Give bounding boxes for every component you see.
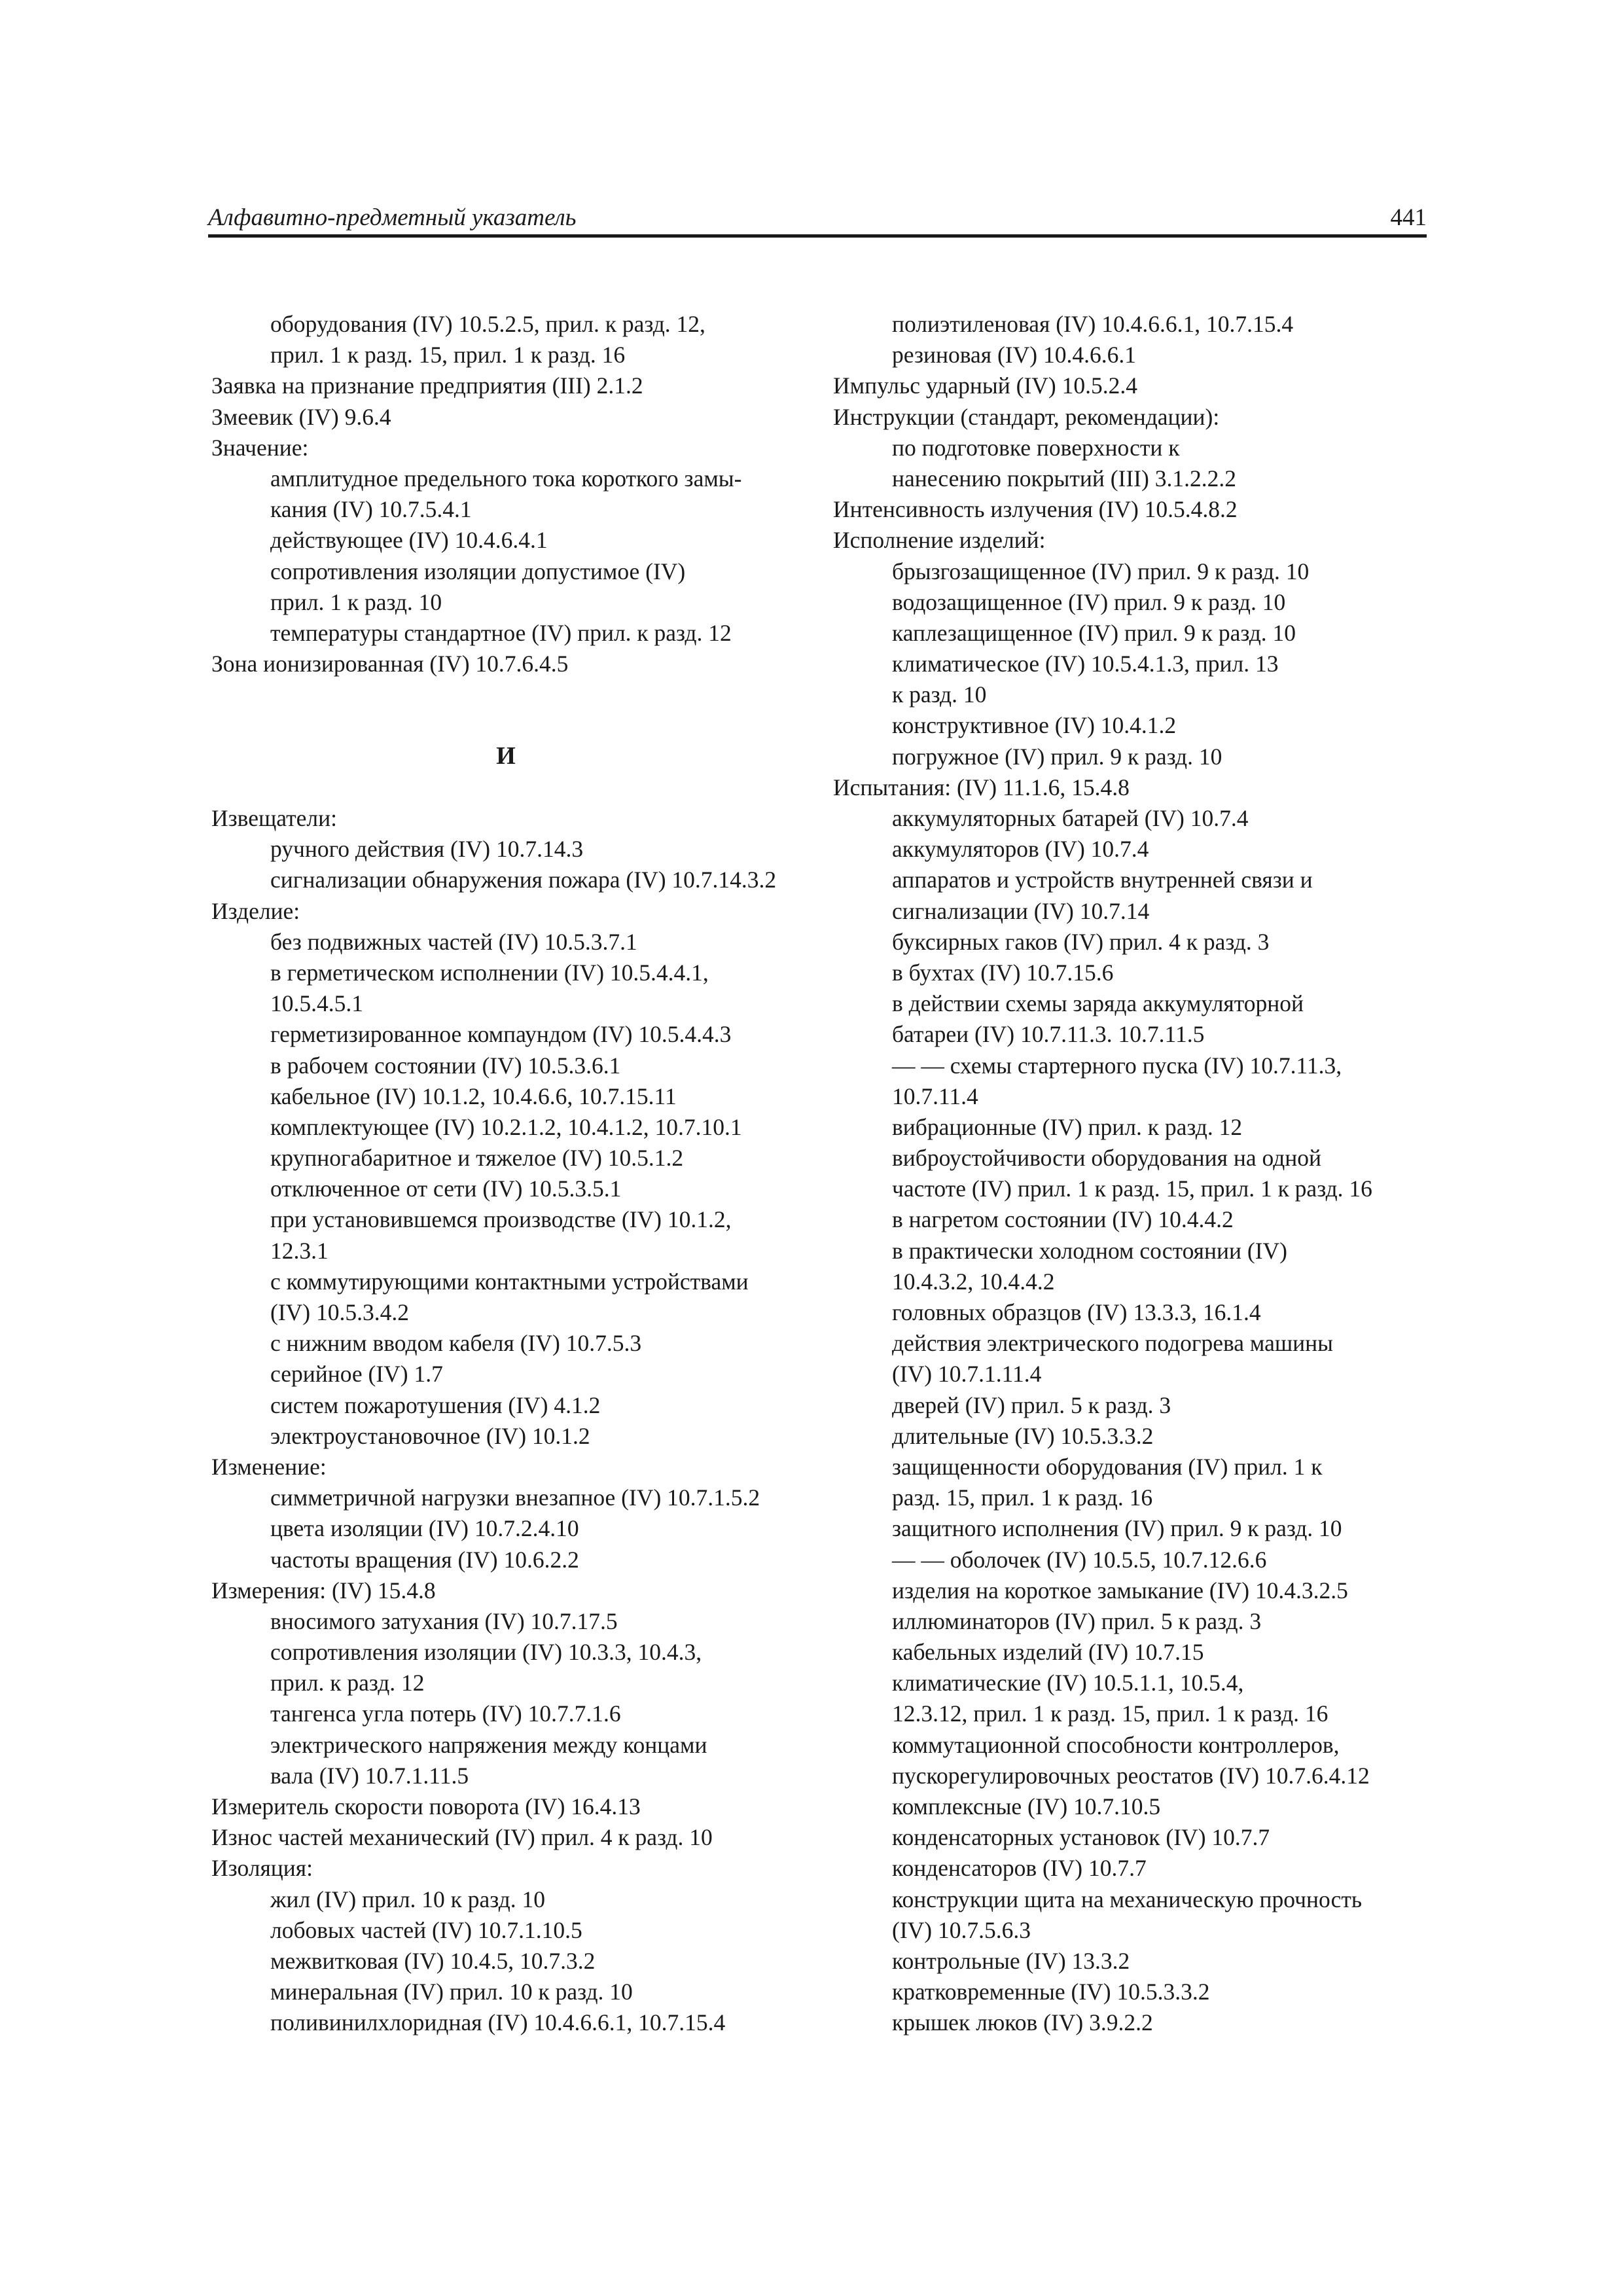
index-entry: в действии схемы заряда аккумуляторной <box>892 990 1304 1017</box>
index-entry: поливинилхлоридная (IV) 10.4.6.6.1, 10.7.15.4 <box>270 2009 726 2036</box>
index-entry: Змеевик (IV) 9.6.4 <box>211 403 391 430</box>
index-entry: длительные (IV) 10.5.3.3.2 <box>892 1422 1154 1449</box>
index-entry: электрического напряжения между концами <box>270 1731 707 1758</box>
index-entry: минеральная (IV) прил. 10 к разд. 10 <box>270 1979 633 2005</box>
index-entry: действующее (IV) 10.4.6.4.1 <box>270 527 548 554</box>
index-entry: сигнализации (IV) 10.7.14 <box>892 897 1150 924</box>
page-number: 441 <box>1390 204 1427 231</box>
index-entry: аккумуляторных батарей (IV) 10.7.4 <box>892 805 1249 831</box>
index-entry: к разд. 10 <box>892 681 987 708</box>
index-entry: прил. 1 к разд. 10 <box>270 588 442 615</box>
index-entry: контрольные (IV) 13.3.2 <box>892 1947 1130 1974</box>
index-column-right <box>833 309 1372 2039</box>
index-entry: аккумуляторов (IV) 10.7.4 <box>892 836 1149 863</box>
index-entry: температуры стандартное (IV) прил. к разд. 12 <box>270 619 732 646</box>
index-entry: — — схемы стартерного пуска (IV) 10.7.11.3, <box>892 1052 1342 1079</box>
index-entry: разд. 15, прил. 1 к разд. 16 <box>892 1484 1153 1511</box>
index-entry: конструктивное (IV) 10.4.1.2 <box>892 712 1177 739</box>
index-entry: Извещатели: <box>211 805 337 832</box>
index-entry: серийное (IV) 1.7 <box>270 1361 443 1388</box>
index-entry: 10.4.3.2, 10.4.4.2 <box>892 1268 1055 1295</box>
index-entry: кабельных изделий (IV) 10.7.15 <box>892 1639 1204 1666</box>
index-entry: тангенса угла потерь (IV) 10.7.7.1.6 <box>270 1700 621 1727</box>
index-entry: оборудования (IV) 10.5.2.5, прил. к разд. 12, <box>270 311 705 337</box>
index-entry: резиновая (IV) 10.4.6.6.1 <box>892 342 1136 368</box>
index-entry: в бухтах (IV) 10.7.15.6 <box>892 959 1114 986</box>
index-entry: батареи (IV) 10.7.11.3. 10.7.11.5 <box>892 1021 1205 1048</box>
index-entry: каплезащищенное (IV) прил. 9 к разд. 10 <box>892 619 1296 646</box>
index-entry: крупногабаритное и тяжелое (IV) 10.5.1.2 <box>270 1145 684 1172</box>
index-entry: вносимого затухания (IV) 10.7.17.5 <box>270 1607 618 1634</box>
index-entry: брызгозащищенное (IV) прил. 9 к разд. 10 <box>892 558 1310 584</box>
section-letter-heading: И <box>496 742 516 770</box>
index-entry: сопротивления изоляции допустимое (IV) <box>270 558 686 584</box>
index-entry: электроустановочное (IV) 10.1.2 <box>270 1422 590 1449</box>
index-entry: прил. 1 к разд. 15, прил. 1 к разд. 16 <box>270 342 626 368</box>
index-entry: межвитковая (IV) 10.4.5, 10.7.3.2 <box>270 1947 596 1974</box>
index-entry: пускорегулировочных реостатов (IV) 10.7.6.4.12 <box>892 1762 1370 1789</box>
index-entry: Зона ионизированная (IV) 10.7.6.4.5 <box>211 651 569 677</box>
index-entry: Изделие: <box>211 897 300 924</box>
index-entry: комплексные (IV) 10.7.10.5 <box>892 1793 1161 1820</box>
index-entry: аппаратов и устройств внутренней связи и <box>892 867 1313 893</box>
index-entry: изделия на короткое замыкание (IV) 10.4.3.2.5 <box>892 1577 1348 1604</box>
index-entry: кратковременные (IV) 10.5.3.3.2 <box>892 1979 1210 2005</box>
index-entry: комплектующее (IV) 10.2.1.2, 10.4.1.2, 10.7.10.1 <box>270 1113 742 1140</box>
index-entry: конструкции щита на механическую прочность <box>892 1886 1363 1912</box>
index-entry: сопротивления изоляции (IV) 10.3.3, 10.4.3, <box>270 1639 702 1666</box>
index-entry: при установившемся производстве (IV) 10.1.2, <box>270 1206 732 1233</box>
index-entry: конденсаторных установок (IV) 10.7.7 <box>892 1824 1270 1851</box>
index-entry: защищенности оборудования (IV) прил. 1 к <box>892 1453 1323 1480</box>
index-entry: — — оболочек (IV) 10.5.5, 10.7.12.6.6 <box>892 1546 1267 1573</box>
index-entry: вибрационные (IV) прил. к разд. 12 <box>892 1113 1243 1140</box>
index-entry: частоте (IV) прил. 1 к разд. 15, прил. 1 к разд. 16 <box>892 1175 1372 1202</box>
index-entry: крышек люков (IV) 3.9.2.2 <box>892 2009 1153 2036</box>
index-entry: в герметическом исполнении (IV) 10.5.4.4.1, <box>270 959 709 986</box>
index-entry: с коммутирующими контактными устройствами <box>270 1268 749 1295</box>
index-entry: Износ частей механический (IV) прил. 4 к разд. 10 <box>211 1824 713 1851</box>
running-header <box>208 195 1427 238</box>
running-header-title: Алфавитно-предметный указатель <box>208 204 577 231</box>
index-entry: сигнализации обнаружения пожара (IV) 10.7.14.3.2 <box>270 867 777 893</box>
index-entry: систем пожаротушения (IV) 4.1.2 <box>270 1391 601 1418</box>
index-entry: цвета изоляции (IV) 10.7.2.4.10 <box>270 1515 579 1542</box>
index-entry: Инструкции (стандарт, рекомендации): <box>833 403 1220 430</box>
index-entry: кания (IV) 10.7.5.4.1 <box>270 496 472 523</box>
index-entry: симметричной нагрузки внезапное (IV) 10.7.1.5.2 <box>270 1484 760 1511</box>
index-entry: амплитудное предельного тока короткого замы- <box>270 465 742 492</box>
index-entry: Изоляция: <box>211 1855 313 1882</box>
index-entry: лобовых частей (IV) 10.7.1.10.5 <box>270 1916 582 1943</box>
index-entry: Импульс ударный (IV) 10.5.2.4 <box>833 372 1137 399</box>
index-entry: вала (IV) 10.7.1.11.5 <box>270 1762 469 1789</box>
index-entry: герметизированное компаундом (IV) 10.5.4.4.3 <box>270 1021 732 1048</box>
index-entry: коммутационной способности контроллеров, <box>892 1731 1340 1758</box>
index-entry: виброустойчивости оборудования на одной <box>892 1145 1322 1172</box>
index-entry: климатическое (IV) 10.5.4.1.3, прил. 13 <box>892 651 1279 677</box>
index-entry: Исполнение изделий: <box>833 527 1046 554</box>
index-entry: 10.7.11.4 <box>892 1083 978 1109</box>
index-entry: конденсаторов (IV) 10.7.7 <box>892 1855 1147 1882</box>
index-entry: действия электрического подогрева машины <box>892 1330 1334 1357</box>
index-entry: Изменение: <box>211 1453 327 1480</box>
index-entry: 10.5.4.5.1 <box>270 990 363 1017</box>
index-entry: защитного исполнения (IV) прил. 9 к разд. 10 <box>892 1515 1342 1542</box>
index-entry: Испытания: (IV) 11.1.6, 15.4.8 <box>833 774 1130 800</box>
index-entry: Измеритель скорости поворота (IV) 16.4.13 <box>211 1793 641 1820</box>
index-entry: отключенное от сети (IV) 10.5.3.5.1 <box>270 1175 622 1202</box>
index-entry: в нагретом состоянии (IV) 10.4.4.2 <box>892 1206 1234 1233</box>
index-entry: водозащищенное (IV) прил. 9 к разд. 10 <box>892 588 1286 615</box>
index-entry: погружное (IV) прил. 9 к разд. 10 <box>892 743 1222 770</box>
index-entry: жил (IV) прил. 10 к разд. 10 <box>270 1886 546 1912</box>
index-entry: Заявка на признание предприятия (III) 2.1.2 <box>211 372 643 399</box>
index-entry: климатические (IV) 10.5.1.1, 10.5.4, <box>892 1670 1244 1696</box>
index-entry: (IV) 10.7.5.6.3 <box>892 1916 1031 1943</box>
index-entry: ручного действия (IV) 10.7.14.3 <box>270 836 584 863</box>
index-entry: в рабочем состоянии (IV) 10.5.3.6.1 <box>270 1052 621 1079</box>
index-entry: Измерения: (IV) 15.4.8 <box>211 1577 436 1604</box>
index-entry: кабельное (IV) 10.1.2, 10.4.6.6, 10.7.15.11 <box>270 1083 677 1109</box>
index-entry: Значение: <box>211 434 309 461</box>
index-entry: буксирных гаков (IV) прил. 4 к разд. 3 <box>892 928 1270 955</box>
index-entry: с нижним вводом кабеля (IV) 10.7.5.3 <box>270 1330 642 1357</box>
index-entry: иллюминаторов (IV) прил. 5 к разд. 3 <box>892 1607 1262 1634</box>
index-column-left <box>211 309 800 2039</box>
index-entry: в практически холодном состоянии (IV) <box>892 1237 1287 1264</box>
index-entry: (IV) 10.5.3.4.2 <box>270 1299 409 1326</box>
index-entry: 12.3.12, прил. 1 к разд. 15, прил. 1 к разд. 16 <box>892 1700 1329 1727</box>
index-entry: Интенсивность излучения (IV) 10.5.4.8.2 <box>833 496 1238 523</box>
index-entry: дверей (IV) прил. 5 к разд. 3 <box>892 1391 1171 1418</box>
index-entry: частоты вращения (IV) 10.6.2.2 <box>270 1546 579 1573</box>
index-entry: прил. к разд. 12 <box>270 1670 425 1696</box>
spacer <box>211 679 800 710</box>
index-entry: нанесению покрытий (III) 3.1.2.2.2 <box>892 465 1236 492</box>
index-entry: (IV) 10.7.1.11.4 <box>892 1361 1042 1388</box>
index-entry: без подвижных частей (IV) 10.5.3.7.1 <box>270 928 637 955</box>
index-entry: полиэтиленовая (IV) 10.4.6.6.1, 10.7.15.4 <box>892 311 1294 337</box>
index-entry: по подготовке поверхности к <box>892 434 1180 461</box>
index-entry: головных образцов (IV) 13.3.3, 16.1.4 <box>892 1299 1261 1325</box>
index-entry: 12.3.1 <box>270 1237 329 1264</box>
